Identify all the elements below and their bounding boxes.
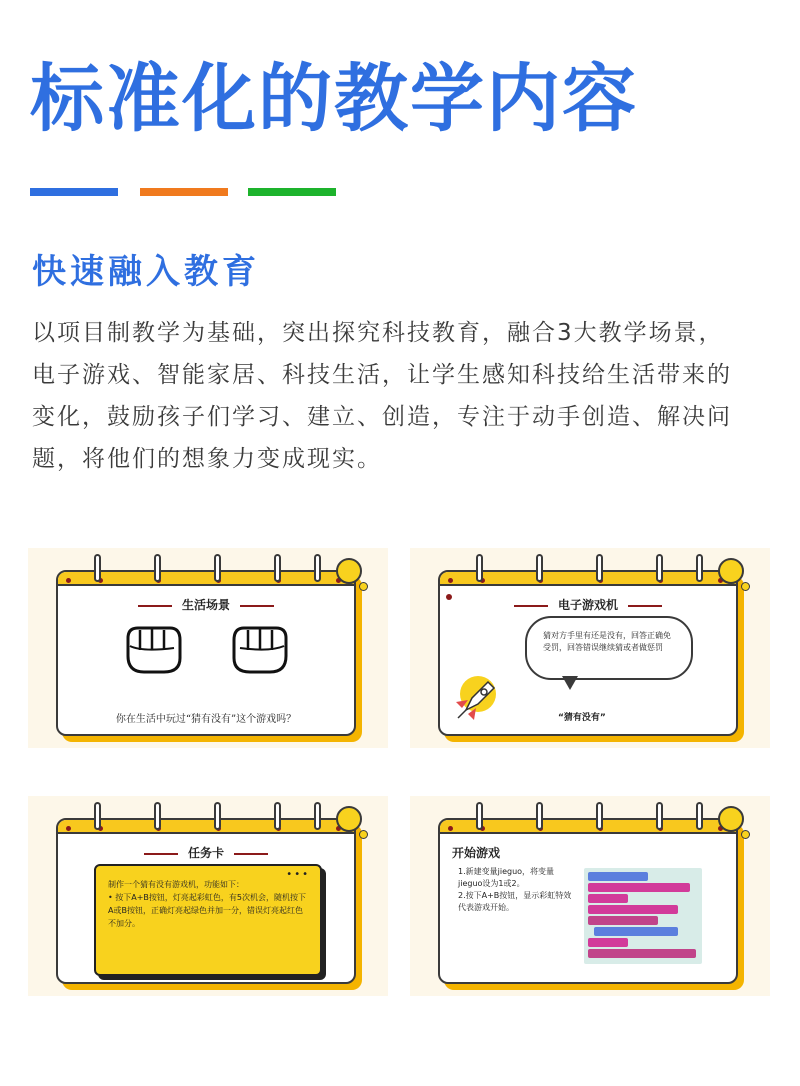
- binder-ring: [314, 554, 321, 582]
- card-binding: [58, 820, 354, 834]
- corner-badge: [718, 806, 744, 832]
- corner-badge: [336, 806, 362, 832]
- binder-ring: [696, 802, 703, 830]
- task-item: • 按下A+B按钮，灯亮起彩虹色，有5次机会，随机按下A或B按钮，正确灯亮起绿色并加一分，错误灯亮起红色不加分。: [108, 893, 307, 928]
- fist-icon: [122, 624, 184, 674]
- speech-bubble-tail: [562, 676, 578, 690]
- code-blocks-screenshot: [584, 868, 702, 964]
- binder-ring: [656, 802, 663, 830]
- section-subtitle: 快速融入教育: [32, 252, 260, 292]
- accent-bar-blue: [30, 188, 118, 196]
- corner-dot: [359, 582, 368, 591]
- card-title: 生活场景: [58, 596, 354, 613]
- accent-bar-orange: [140, 188, 228, 196]
- binder-ring: [314, 802, 321, 830]
- card-frame: [56, 570, 356, 736]
- binder-ring: [596, 554, 603, 582]
- accent-bar-green: [248, 188, 336, 196]
- binder-ring: [536, 554, 543, 582]
- card-game-machine: [410, 548, 770, 748]
- task-panel: [94, 864, 322, 976]
- binder-ring: [154, 802, 161, 830]
- binder-ring: [596, 802, 603, 830]
- step-item: 1.新建变量jieguo，将变量jieguo设为1或2。: [458, 867, 555, 888]
- binder-ring: [536, 802, 543, 830]
- card-task: [28, 796, 388, 996]
- section-description: 以项目制教学为基础，突出探究科技教育，融合3大教学场景，电子游戏、智能家居、科技生活，让学生感知科技给生活带来的变化，鼓励孩子们学习、建立、创造，专注于动手创造、解决问题，将他们的想象力变成现实。: [32, 320, 732, 472]
- card-binding: [440, 820, 736, 834]
- card-frame: [438, 818, 738, 984]
- binder-ring: [274, 802, 281, 830]
- corner-badge: [336, 558, 362, 584]
- binder-ring: [476, 802, 483, 830]
- binder-ring: [656, 554, 663, 582]
- binder-ring: [274, 554, 281, 582]
- speech-bubble: 猜对方手里有还是没有，回答正确免受罚，回答错误继续猜或者做惩罚: [525, 616, 693, 680]
- card-title: 任务卡: [58, 844, 354, 861]
- card-caption: “猜有没有”: [558, 713, 606, 723]
- binder-ring: [214, 802, 221, 830]
- card-frame: [56, 818, 356, 984]
- corner-dot: [741, 830, 750, 839]
- card-start-game: [410, 796, 770, 996]
- card-caption: 你在生活中玩过“猜有没有”这个游戏吗？: [115, 714, 297, 725]
- step-item: 2.按下A+B按钮，显示彩虹特效代表游戏开始。: [458, 891, 572, 912]
- dots-decoration: •••: [286, 869, 310, 880]
- card-title: 开始游戏: [452, 846, 501, 860]
- card-frame: [438, 570, 738, 736]
- binder-ring: [154, 554, 161, 582]
- card-life-scene: [28, 548, 388, 748]
- rocket-icon: [448, 672, 504, 728]
- binder-ring: [94, 554, 101, 582]
- fist-icon: [230, 624, 292, 674]
- steps-list: [458, 866, 578, 914]
- card-title: 电子游戏机: [440, 596, 736, 613]
- card-binding: [440, 572, 736, 586]
- corner-dot: [741, 582, 750, 591]
- main-title: 标准化的教学内容: [30, 56, 638, 142]
- binder-ring: [696, 554, 703, 582]
- card-binding: [58, 572, 354, 586]
- binder-ring: [214, 554, 221, 582]
- task-intro: 制作一个猜有没有游戏机，功能如下：: [108, 880, 244, 889]
- binder-ring: [476, 554, 483, 582]
- corner-dot: [359, 830, 368, 839]
- corner-badge: [718, 558, 744, 584]
- binder-ring: [94, 802, 101, 830]
